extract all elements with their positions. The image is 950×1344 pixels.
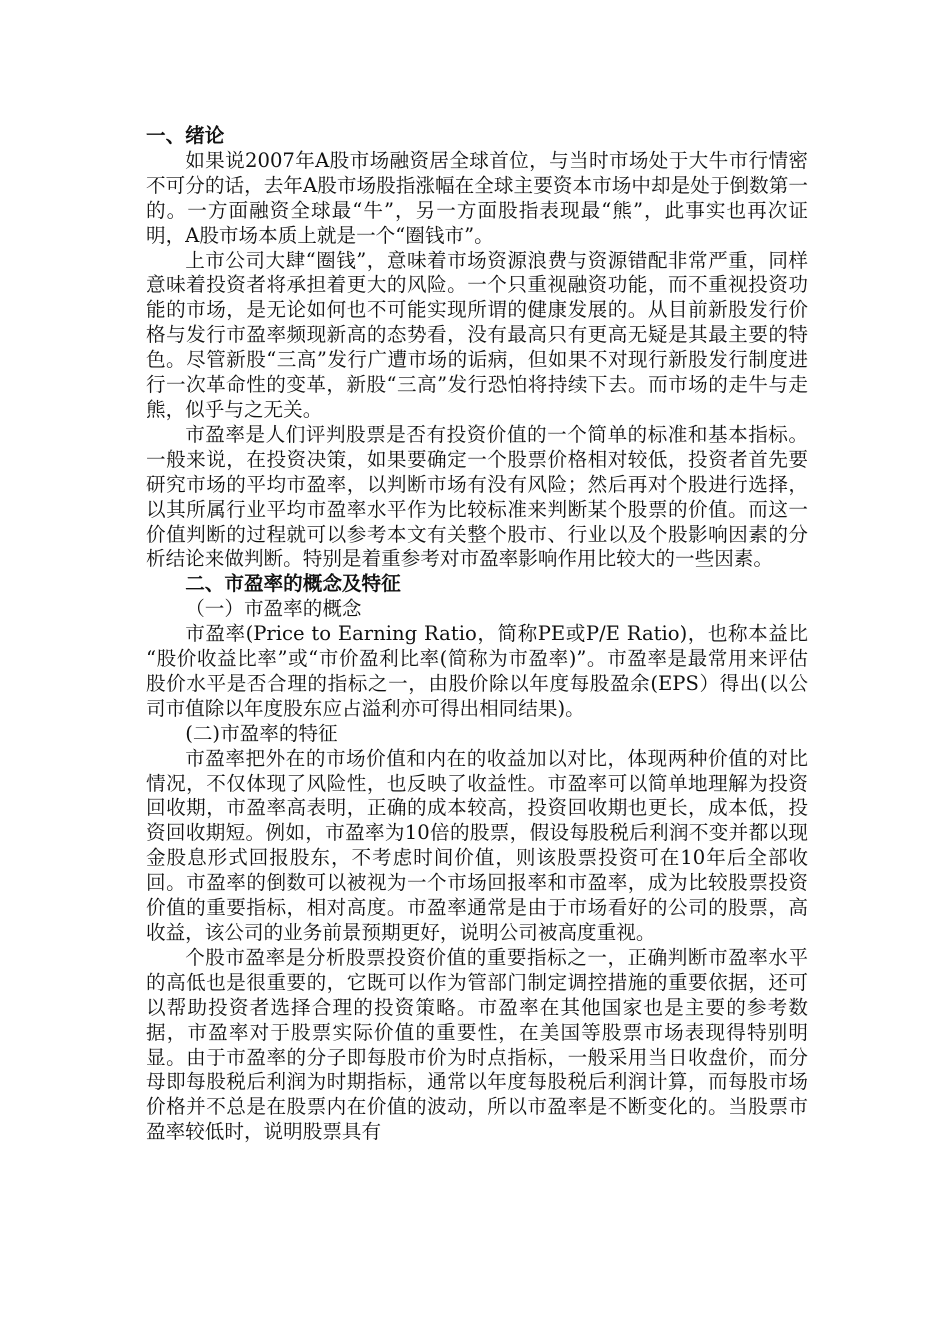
section-2-heading: 二、市盈率的概念及特征 (185, 572, 401, 596)
subsection-2-heading: (二)市盈率的特征 (185, 721, 338, 745)
section-1-paragraph-1: 如果说2007年A股市场融资居全球首位，与当时市场处于大牛市行情密不可分的话，去年A股市场股指涨幅在全球主要资本市场中却是处于倒数第一的。一方面融资全球最“牛”，另一方面股指表现最“熊”，此事实也再次证明，A股市场本质上就是一个“圈钱市”。 (146, 148, 808, 247)
document-page (146, 124, 808, 1145)
subsection-2-paragraph-1: 市盈率把外在的市场价值和内在的收益加以对比，体现两种价值的对比情况，不仅体现了风险性，也反映了收益性。市盈率可以简单地理解为投资回收期，市盈率高表明，正确的成本较高，投资回收期也更长，成本低，投资回收期短。例如，市盈率为10倍的股票，假设每股税后利润不变并都以现金股息形式回报股东，不考虑时间价值，则该股票投资可在10年后全部收回。市盈率的倒数可以被视为一个市场回报率和市盈率，成为比较股票投资价值的重要指标，相对高度。市盈率通常是由于市场看好的公司的股票，高收益，该公司的业务前景预期更好，说明公司被高度重视。 (146, 746, 808, 944)
subsection-1-heading: （一）市盈率的概念 (185, 597, 362, 621)
section-1-paragraph-3: 市盈率是人们评判股票是否有投资价值的一个简单的标准和基本指标。一般来说，在投资决策，如果要确定一个股票价格相对较低，投资者首先要研究市场的平均市盈率，以判断市场有没有风险；然后再对个股进行选择，以其所属行业平均市盈率水平作为比较标准来判断某个股票的价值。而这一价值判断的过程就可以参考本文有关整个股市、行业以及个股影响因素的分析结论来做判断。特别是着重参考对市盈率影响作用比较大的一些因素。 (146, 422, 808, 571)
subsection-2-paragraph-2: 个股市盈率是分析股票投资价值的重要指标之一，正确判断市盈率水平的高低也是很重要的，它既可以作为管部门制定调控措施的重要依据，还可以帮助投资者选择合理的投资策略。市盈率在其他国家也是主要的参考数据，市盈率对于股票实际价值的重要性，在美国等股票市场表现得特别明显。由于市盈率的分子即每股市价为时点指标，一般采用当日收盘价，而分母即每股税后利润为时期指标，通常以年度每股税后利润计算，而每股市场价格并不总是在股票内在价值的波动，所以市盈率是不断变化的。当股票市盈率较低时，说明股票具有 (146, 945, 808, 1144)
section-1-heading: 一、绪论 (146, 124, 225, 147)
subsection-1-paragraph: 市盈率(Price to Earning Ratio，简称PE或P/E Ratio)，也称本益比 “股价收益比率”或“市价盈利比率(简称为市盈率)”。市盈率是最常用来评估股价水平是否合理的指标之一，由股价除以年度每股盈余(EPS）得出(以公司市值除以年度股东应占溢利亦可得出相同结果)。 (146, 622, 808, 720)
section-1-paragraph-2: 上市公司大肆“圈钱”，意味着市场资源浪费与资源错配非常严重，同样意味着投资者将承担着更大的风险。一个只重视融资功能，而不重视投资功能的市场，是无论如何也不可能实现所谓的健康发展的。从目前新股发行价格与发行市盈率频现新高的态势看，没有最高只有更高无疑是其最主要的特色。尽管新股“三高”发行广遭市场的诟病，但如果不对现行新股发行制度进行一次革命性的变革，新股“三高”发行恐怕将持续下去。而市场的走牛与走熊，似乎与之无关。 (146, 248, 808, 421)
